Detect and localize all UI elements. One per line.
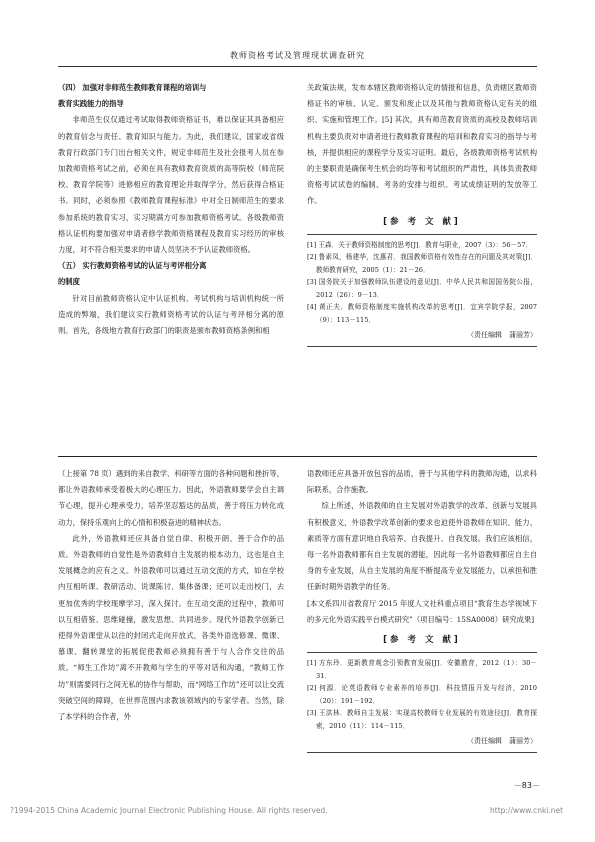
reference-item: [2] 何源．论英语教师专业素养的培养[J]．科技情报开发与经济，2010（20）：191－192． [307, 684, 537, 705]
paragraph: 非师范生仅仅通过考试取得教师资格证书，难以保证其具备相应的教育信念与责任、教育知识与能力。为此，我们建议，国家或省级教育行政部门专门出台相关文件，规定非师范生及社会报考人员在参加教师资格考试之前，必须在具有教师教育资质的高等院校（师范院校、教育学院等）进修相应的教育理论并取得学分，然后获得合格证书。同时，必须参照《教师教育课程标准》中对全日制师范生的要求参加系统的教育实习，实习期满方可参加教师资格考试。各级教师资格认证机构要加强对申请者修学教师资格课程及教育实习经历的审核力度，对不符合相关要求的申请人员坚决不予认证教师资格。 [58, 115, 284, 255]
section-heading-4-line2: 教育实践能力的指导 [58, 99, 124, 109]
reference-item: [3] 国务院关于加强教师队伍建设的意见[J]．中华人民共和国国务院公报，2012（26）：9－13． [307, 278, 537, 299]
top-right-column [307, 80, 537, 347]
section-heading-4-line1: （四） 加强对非师范生教师教育课程的培训与 [58, 83, 207, 92]
reference-item: [3] 王洪林．教师自主发展：实现高校教师专业发展的有效途径[J]．教育探索，2010（11）：114－115． [307, 709, 537, 730]
header-rule [58, 66, 537, 67]
section-heading-5-line2: 的制度 [58, 277, 80, 287]
bottom-right-column [307, 466, 537, 753]
paragraph: 此外，外语教师还应具备自觉自律、积极开朗、善于合作的品质。外语教师的自觉性是外语教师自主发展的根本动力，这也是自主发展概念的应有之义。外语教师可以通过互动交流的方式，如在学校内互相听课、教研活动、说课陈讨、集体备课；还可以走出校门，去更加优秀的学校现摩学习，深入探讨。在互动交流的过程中，教师可以互相借鉴、思维碰撞，激发思想、共同进步。现代外语教学创新已使得外语课堂从以往的封闭式走向开放式，各类外语选修课、微课、慕课、翻转课堂的拓展促使教师必须拥有善于与人合作交往的品质。“师生工作坊”离不开教师与学生的平等对话和沟通，“教师工作坊”则需要同行之间无私的协作与帮助，而“网络工作坊”还可以让交流突破空间的障碍，在世界范围内求教该领域内的专家学者。当然，除了本学科的合作者，外 [58, 533, 284, 722]
section-divider [58, 456, 537, 457]
references-title: [参 考 文 献] [383, 216, 461, 227]
paragraph: 综上所述，外语教师的自主发展对外语教学的改革、创新与发展具有积极意义，外语教学改革创新的要求也迫使外语教师在知识、能力、素质等方面有意识地自我培养、自我提升、自我发展。我们应该相信，每一名外语教师都有自主发展的潜能，因此每一名外语教师都应自主自身的专业发展，从自主发展的角度不断提高专业发展能力，以承担和胜任新时期外语教学的任务。 [307, 501, 537, 592]
reference-item: [1] 方东玲．更新教育观念引领教育发展[J]．安徽教育，2012（1）：30－31． [307, 659, 537, 680]
editor-rule [307, 752, 537, 753]
page-number: －83－ [513, 781, 540, 790]
funding-note: [本文系四川省教育厅 2015 年度人文社科重点项目“教育生态学视域下的多元化外语实践平台模式研究”（项目编号：15SA0008）研究成果] [307, 598, 537, 624]
paragraph: 针对目前教师资格认定中认证机构、考试机构与培训机构统一所造成的弊端，我们建议实行教师资格考试的认证与考评相分离的原则。首先，各级地方教育行政部门的职责是颁布教师资格条例和相 [58, 293, 284, 336]
references-title: [参 考 文 献] [383, 635, 461, 646]
bottom-left-column [58, 466, 284, 725]
editor-credit: （责任编辑 蒲丽芳） [467, 331, 537, 340]
running-head: 教师资格考试及管理现状调查研究 [230, 51, 365, 60]
editor-credit: （责任编辑 蒲丽芳） [467, 737, 537, 746]
reference-item: [2] 鲁素凤，杨建华，沈惠君．我国教师资格有效性存在的问题及其对策[J]．教师教育研究，2005（1）：21－26． [307, 253, 537, 274]
reference-item: [4] 黄正夫．教师资格制度实施机构改革的思考[J]．宜宾学院学报，2007（9）：113－115． [307, 303, 537, 324]
paragraph: 语教师还应具备开放包容的品质，善于与其他学科的教师沟通，以求科际联系，合作施教。 [307, 469, 537, 495]
paragraph: （上接第 78 页）遇到的来自教学、科研等方面的各种问题和挫折等，都让外语教师承受着极大的心理压力。因此，外语教师要学会自主调节心理，提升心理承受力，培养坚忍豁达的品质，善于将压力转化成动力，保持乐观向上的心情和积极奋进的精神状态。 [58, 469, 284, 527]
references-rule [307, 652, 537, 653]
copyright-footer: ?1994-2015 China Academic Journal Electronic Publishing House. All rights reserved. [10, 806, 328, 815]
top-left-column [58, 80, 284, 339]
section-heading-5-line1: （五） 实行教师资格考试的认证与考评相分离 [58, 261, 207, 271]
website-footer: http://www.cnki.net [490, 806, 564, 815]
references-rule [307, 234, 537, 235]
section-heading-4 [58, 80, 284, 112]
paragraph: 关政策法规，发布本辖区教师资格认定的情报和信息，负责辖区教师资格证书的审核、认定、颁发和废止以及其他与教师资格认定有关的组织、实施和管理工作。[5] 其次，具有师范教育资质的高校及教师培训机构主要负责对申请者进行教师教育课程的培训和教育实习的指导与考核，并提供相应的课程学分及实习证明。最后，各级教师资格考试机构的主要职责是确保考生机会的均等和考试组织的严肃性，具体负责教师资格考试试卷的编制、考务的安排与组织、考试成绩证明的发放等工作。 [307, 83, 537, 206]
reference-item: [1] 王森．关于教师资格制度的思考[J]．教育与职业，2007（3）：56－57． [307, 240, 533, 249]
section-heading-5 [58, 258, 284, 290]
editor-rule [307, 346, 537, 347]
